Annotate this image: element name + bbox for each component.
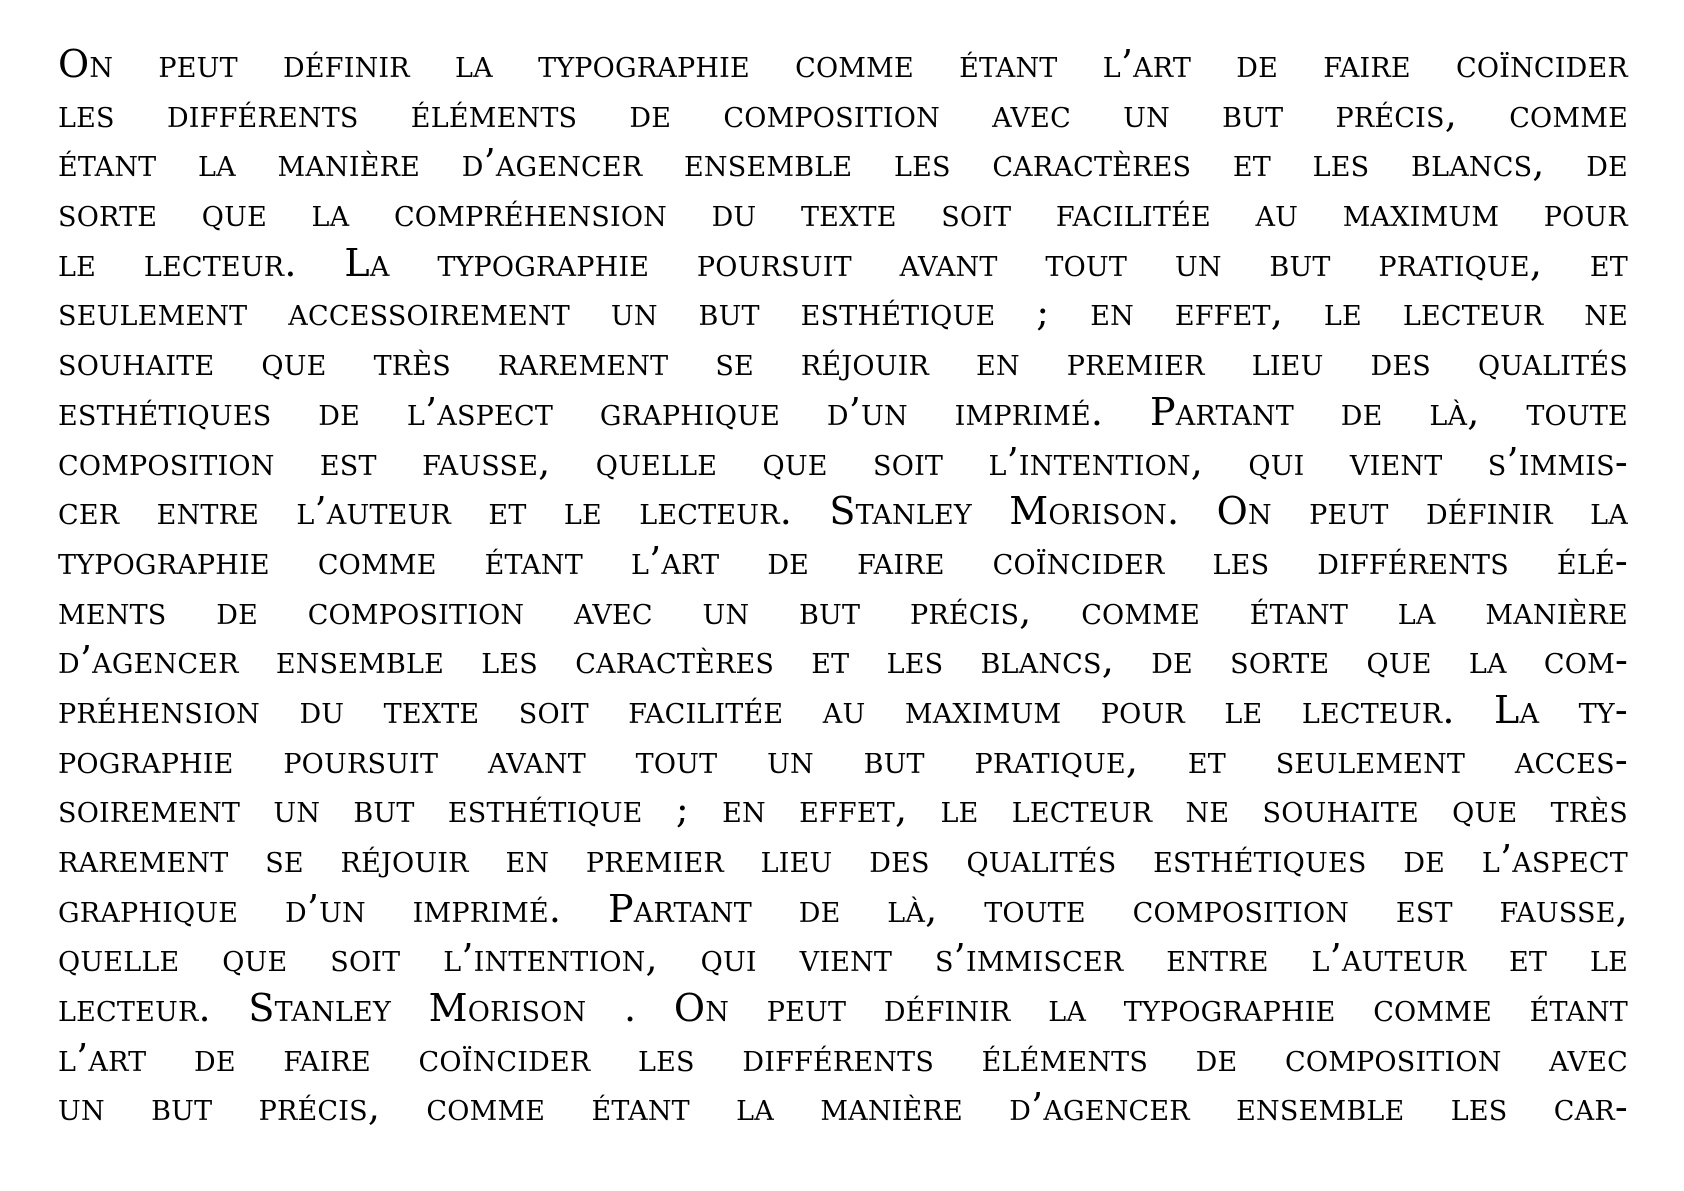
word: entre [1166, 936, 1269, 981]
word: là, [1429, 389, 1480, 434]
word: composition [1132, 886, 1350, 931]
word: le [58, 240, 97, 285]
word: comme [426, 1085, 546, 1130]
word: de [1151, 638, 1193, 683]
word: toute [984, 886, 1086, 931]
word: la [311, 191, 350, 236]
word: Morison. [1009, 489, 1180, 534]
text-line [58, 636, 1628, 686]
word: étant [58, 141, 157, 186]
word: étant [1529, 986, 1628, 1031]
text-line [58, 438, 1628, 488]
word: et [811, 638, 850, 683]
word: composition [1285, 1035, 1502, 1080]
word: pographie [58, 737, 234, 782]
word: définir [1425, 489, 1553, 534]
word: vient [1349, 439, 1443, 484]
word: . [623, 986, 637, 1031]
word: manière [820, 1085, 963, 1130]
word: lieu [1251, 340, 1324, 385]
word: au [1255, 191, 1299, 236]
word: typographie [58, 538, 270, 583]
word: composition [723, 91, 940, 136]
word: composition [307, 588, 525, 633]
word: tout [1045, 240, 1128, 285]
word: précis, [258, 1085, 381, 1130]
word: que [222, 936, 288, 981]
word: un [767, 737, 814, 782]
word: esthétiques [58, 389, 272, 434]
word: de [767, 538, 810, 583]
word: préhension [58, 687, 261, 732]
word: toute [1526, 389, 1628, 434]
word: caractères [992, 141, 1192, 186]
word: la [1468, 638, 1507, 683]
word: fausse, [422, 439, 551, 484]
word: en [505, 837, 550, 881]
word: l’art [58, 1035, 147, 1080]
word: le [563, 489, 602, 534]
word: étant [591, 1085, 690, 1130]
word: tout [635, 737, 718, 782]
word: les [1450, 1085, 1508, 1130]
word: facilitée [1055, 191, 1211, 236]
word: peut [1309, 489, 1389, 534]
word: seulement [58, 290, 248, 335]
text-block [58, 40, 1628, 1133]
word: se [715, 340, 754, 385]
word: but [1269, 240, 1331, 285]
word: et [488, 489, 527, 534]
word: très [1550, 787, 1628, 832]
word: but [863, 737, 925, 782]
text-line [58, 90, 1628, 140]
word: car- [1553, 1085, 1628, 1130]
word: que [201, 191, 267, 236]
word: avant [899, 240, 998, 285]
word: ; [675, 787, 689, 832]
word: comme [795, 42, 914, 86]
word: les [893, 141, 951, 186]
word: typographie [1123, 986, 1336, 1031]
word: imprimé. [412, 886, 562, 931]
word: pratique, [1378, 240, 1543, 285]
word: l’art [1102, 42, 1192, 86]
word: les [481, 638, 539, 683]
word: des [1370, 340, 1431, 385]
text-line [58, 139, 1628, 189]
word: très [373, 340, 451, 385]
text-line [58, 835, 1628, 885]
word: étant [1249, 588, 1349, 633]
word: On [1216, 489, 1272, 534]
word: et [1589, 240, 1628, 285]
word: ; [1036, 290, 1050, 335]
text-line [58, 736, 1628, 786]
word: la [1397, 588, 1436, 633]
word: les [638, 1035, 695, 1080]
word: un [58, 1085, 105, 1130]
text-line [58, 885, 1628, 935]
word: lecteur [1011, 787, 1153, 832]
text-line [58, 686, 1628, 736]
word: d’agencer [58, 638, 239, 683]
text-line [58, 785, 1628, 835]
word: esthétique [447, 787, 643, 832]
text-line [58, 587, 1628, 637]
text-line [58, 984, 1628, 1034]
word: Morison [428, 986, 587, 1031]
word: coïncider [992, 538, 1165, 583]
word: lecteur. [58, 986, 211, 1031]
word: blancs, [980, 638, 1115, 683]
word: au [822, 687, 866, 732]
word: avec [992, 91, 1071, 136]
text-line [58, 40, 1628, 90]
word: vient [799, 936, 893, 981]
word: réjouir [340, 837, 469, 881]
word: peut [766, 986, 847, 1031]
word: un [610, 290, 658, 335]
word: rarement [497, 340, 669, 385]
word: lecteur. [639, 489, 793, 534]
word: en [722, 787, 766, 832]
word: ensemble [1236, 1085, 1405, 1130]
word: que [261, 340, 327, 385]
word: but [698, 290, 760, 335]
word: acces- [1514, 737, 1628, 782]
word: comme [317, 538, 437, 583]
word: quelle [595, 439, 718, 484]
word: que [1366, 638, 1432, 683]
word: fausse, [1499, 886, 1628, 931]
word: faire [1323, 42, 1411, 86]
word: éléments [981, 1035, 1149, 1080]
word: avec [573, 588, 653, 633]
word: la [736, 1085, 775, 1130]
word: graphique [58, 886, 239, 931]
word: Partant [607, 886, 752, 931]
word: que [1452, 787, 1518, 832]
word: la [455, 42, 493, 86]
word: le [1224, 687, 1263, 732]
word: but [353, 787, 415, 832]
text-line [58, 388, 1628, 438]
word: soirement [58, 787, 241, 832]
text-line [58, 239, 1628, 289]
word: un [273, 787, 321, 832]
text-line [58, 487, 1628, 537]
word: soit [941, 191, 1012, 236]
word: de [629, 91, 672, 136]
word: but [1222, 91, 1284, 136]
word: souhaite [58, 340, 215, 385]
word: typographie [538, 42, 750, 86]
word: précis, [1335, 91, 1458, 136]
word: l’art [630, 538, 720, 583]
word: d’agencer [1009, 1085, 1190, 1130]
word: lieu [760, 837, 833, 881]
word: que [762, 439, 828, 484]
word: s’immiscer [934, 936, 1124, 981]
word: entre [156, 489, 260, 534]
word: de [318, 389, 361, 434]
word: de [1340, 389, 1383, 434]
word: réjouir [800, 340, 930, 385]
word: Stanley [829, 489, 972, 534]
word: On [673, 986, 730, 1031]
word: soit [518, 687, 589, 732]
word: accessoirement [288, 290, 570, 335]
word: différents [166, 91, 359, 136]
text-line [58, 1083, 1628, 1133]
text-line [58, 338, 1628, 388]
word: est [319, 439, 377, 484]
word: soit [330, 936, 401, 981]
word: les [886, 638, 944, 683]
word: l’auteur [296, 489, 452, 534]
word: de [1403, 837, 1446, 881]
word: effet, [799, 787, 908, 832]
word: de [216, 588, 258, 633]
word: peut [158, 42, 238, 86]
word: coïncider [418, 1035, 591, 1080]
word: avant [487, 737, 586, 782]
word: de [1236, 42, 1279, 86]
word: faire [857, 538, 945, 583]
word: d’un [826, 389, 908, 434]
word: ty- [1578, 687, 1628, 732]
word: Stanley [248, 986, 391, 1031]
word: esthétique [800, 290, 996, 335]
word: en [1090, 290, 1134, 335]
word: sorte [58, 191, 158, 236]
word: On [58, 42, 114, 86]
word: comme [1509, 91, 1628, 136]
word: esthétiques [1153, 837, 1367, 881]
word: caractères [575, 638, 775, 683]
word: manière [1485, 588, 1628, 633]
word: l’aspect [406, 389, 554, 434]
word: com- [1543, 638, 1628, 683]
word: en [976, 340, 1020, 385]
word: le [1589, 936, 1628, 981]
word: maximum [904, 687, 1062, 732]
word: élé- [1556, 538, 1628, 583]
word: étant [959, 42, 1058, 86]
word: imprimé. [954, 389, 1104, 434]
word: comme [1081, 588, 1200, 633]
word: se [265, 837, 304, 881]
text-line [58, 1034, 1628, 1084]
word: ensemble [684, 141, 853, 186]
word: compréhension [393, 191, 668, 236]
word: quelle [58, 936, 180, 981]
word: facilitée [628, 687, 784, 732]
word: un [1123, 91, 1170, 136]
word: du [299, 687, 345, 732]
word: poursuit [696, 240, 852, 285]
text-line [58, 189, 1628, 239]
word: pour [1100, 687, 1185, 732]
word: avec [1549, 1035, 1628, 1080]
word: but [799, 588, 861, 633]
word: de [1586, 141, 1628, 186]
word: définir [283, 42, 410, 86]
word: là, [887, 886, 938, 931]
word: maximum [1342, 191, 1500, 236]
word: La [1494, 687, 1540, 732]
word: faire [283, 1035, 371, 1080]
word: souhaite [1262, 787, 1419, 832]
word: et [1232, 141, 1271, 186]
word: sorte [1230, 638, 1330, 683]
word: blancs, [1411, 141, 1545, 186]
word: ne [1584, 290, 1628, 335]
word: texte [800, 191, 897, 236]
word: poursuit [283, 737, 439, 782]
word: des [869, 837, 930, 881]
word: les [58, 91, 115, 136]
word: but [151, 1085, 213, 1130]
word: seulement [1275, 737, 1466, 782]
word: manière [277, 141, 421, 186]
word: est [1395, 886, 1453, 931]
word: la [1590, 489, 1628, 534]
word: et [1508, 936, 1548, 981]
word: ne [1185, 787, 1230, 832]
word: étant [484, 538, 583, 583]
word: de [193, 1035, 236, 1080]
word: pour [1543, 191, 1628, 236]
word: qualités [1477, 340, 1628, 385]
word: ensemble [275, 638, 445, 683]
word: les [1312, 141, 1370, 186]
word: un [702, 588, 750, 633]
word: du [711, 191, 757, 236]
word: les [1212, 538, 1270, 583]
word: différents [1317, 538, 1509, 583]
word: différents [742, 1035, 935, 1080]
word: comme [1373, 986, 1492, 1031]
word: premier [1066, 340, 1205, 385]
word: la [1048, 986, 1087, 1031]
word: la [198, 141, 236, 186]
word: l’intention, [988, 439, 1204, 484]
word: lecteur. [1301, 687, 1455, 732]
word: définir [883, 986, 1011, 1031]
word: ments [58, 588, 167, 633]
word: de [798, 886, 841, 931]
word: texte [383, 687, 480, 732]
word: le [940, 787, 979, 832]
word: soit [873, 439, 944, 484]
word: qualités [966, 837, 1117, 881]
word: effet, [1174, 290, 1284, 335]
word: typographie [437, 240, 650, 285]
word: graphique [599, 389, 781, 434]
word: rarement [58, 837, 229, 881]
word: éléments [410, 91, 578, 136]
word: l’auteur [1311, 936, 1467, 981]
word: précis, [909, 588, 1032, 633]
word: et [1187, 737, 1227, 782]
word: pratique, [974, 737, 1139, 782]
word: un [1174, 240, 1222, 285]
word: composition [58, 439, 275, 484]
word: lecteur [1402, 290, 1544, 335]
word: La [344, 240, 390, 285]
text-line [58, 537, 1628, 587]
word: de [1195, 1035, 1238, 1080]
word: l’intention, [443, 936, 658, 981]
word: Partant [1149, 389, 1294, 434]
text-line [58, 288, 1628, 338]
word: l’aspect [1481, 837, 1628, 881]
word: s’immis- [1487, 439, 1628, 484]
word: lecteur. [143, 240, 297, 285]
word: premier [585, 837, 724, 881]
word: le [1323, 290, 1362, 335]
text-line [58, 934, 1628, 984]
word: coïncider [1456, 42, 1628, 86]
word: cer [58, 489, 120, 534]
word: qui [700, 936, 757, 981]
word: d’un [284, 886, 366, 931]
word: d’agencer [461, 141, 643, 186]
word: qui [1248, 439, 1305, 484]
